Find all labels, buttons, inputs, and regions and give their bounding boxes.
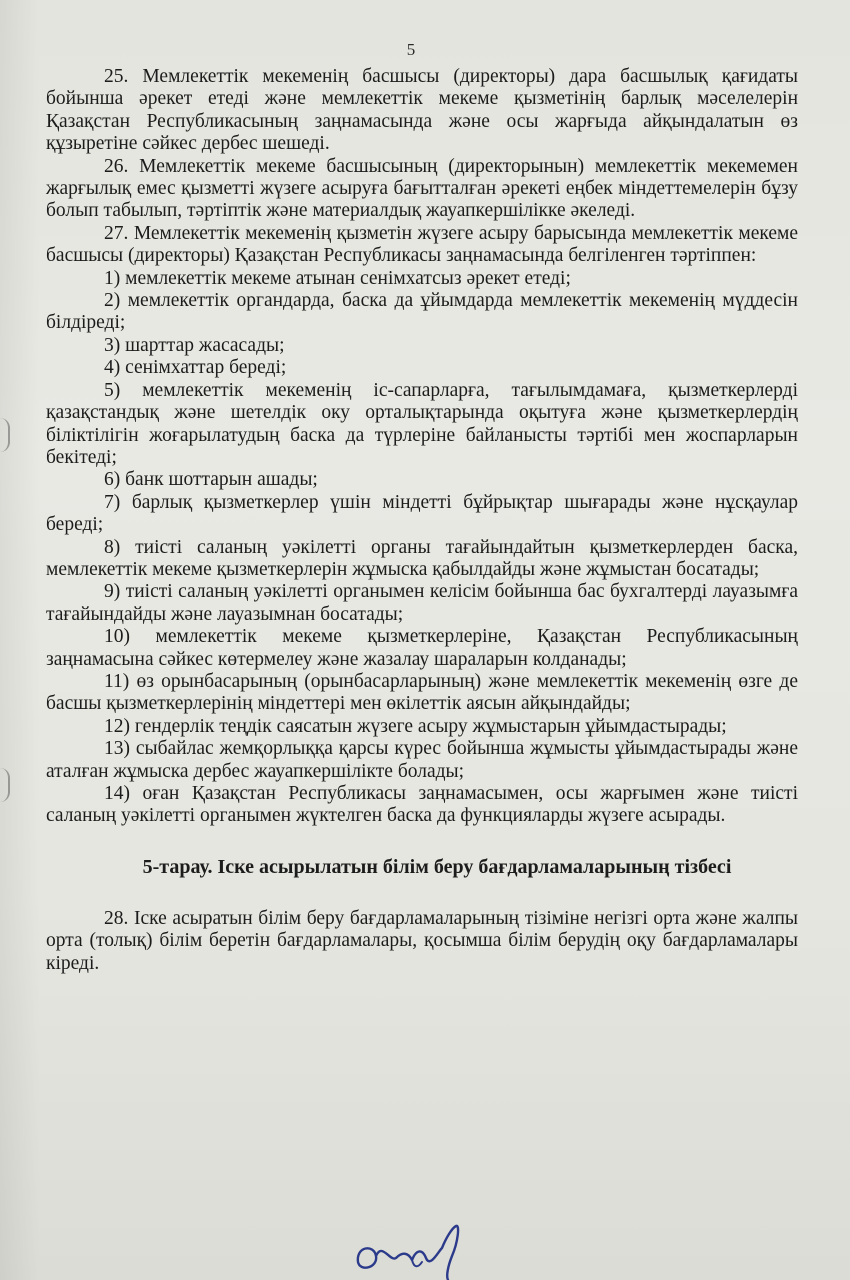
page-number: 5 [406, 40, 416, 59]
list-item: 3) шарттар жасасады; [104, 334, 285, 356]
margin-mark [0, 418, 10, 452]
paragraph: 27. Мемлекеттік мекеменің қызметін жүзеге асыру барысында мемлекеттік мекеме басшысы (директоры) Қазақстан Республикасы заңнамасында белгіленген тәртіппен: [46, 222, 798, 267]
list-item: 10) мемлекеттік мекеме қызметкерлеріне, Қазақстан Республикасының заңнамасына сәйкес көтермелеу және жазалау шараларын колданады; [46, 626, 798, 670]
list-item: 12) гендерлік теңдік саясатын жүзеге асыру жұмыстарын ұйымдастырады; [104, 715, 727, 737]
list-item: 11) өз орынбасарының (орынбасарларының) және мемлекеттік мекеменің өзге де басшы қызметкерлерінің міндеттері мен өкілеттік аясын айқындайды; [46, 670, 798, 715]
page-shadow [0, 0, 40, 1280]
list-item: 13) сыбайлас жемқорлыққа қарсы күрес бойынша жұмысты ұйымдастырады және аталған жұмыска дербес жауапкершілікте болады; [46, 738, 798, 782]
list-item: 7) барлық қызметкерлер үшін міндетті бұйрықтар шығарады және нұсқаулар береді; [46, 491, 798, 536]
list-item: 4) сенімхаттар береді; [104, 357, 287, 379]
list-item: 1) мемлекеттік мекеме атынан сенімхатсыз әрекет етеді; [104, 267, 571, 289]
document-body [46, 66, 798, 975]
paragraph: 25. Мемлекеттік мекеменің басшысы (директоры) дара басшылық қағидаты бойынша әрекет етеді және мемлекеттік мекеме қызметінің барлық мәселелерін Қазақстан Республикасының заңнамасында және осы жарғыда айқындалатын өз құзыретіне сәйкес дербес шешеді. [46, 66, 798, 155]
list-item: 9) тиісті саланың уәкілетті органымен келісім бойынша бас бухгалтерді лауазымға тағайындайды және лауазымнан босатады; [46, 581, 798, 625]
margin-mark [0, 768, 10, 802]
section-heading: 5-тарау. Іске асырылатын білім беру бағдарламаларының тізбесі [142, 855, 732, 878]
list-item: 14) оған Қазақстан Республикасы заңнамасымен, осы жарғымен және тиісті саланың уәкілетті органымен жүктелген баска да функцияларды жүзеге асырады. [46, 783, 798, 827]
list-item: 2) мемлекеттік органдарда, баска да ұйымдарда мемлекеттік мекеменің мүддесін білдіреді; [46, 290, 798, 334]
list-item: 6) банк шоттарын ашады; [104, 469, 318, 491]
list-item: 5) мемлекеттік мекеменің іс-сапарларға, тағылымдамаға, қызметкерлерді қазақстандық және шетелдік оку орталықтарында оқытуға және қызметкерлердің біліктілігін жоғарылатудың баска да түрлеріне байланысты тәртібі мен жоспарларын бекітеді; [46, 379, 798, 468]
paragraph: 26. Мемлекеттік мекеме басшысының (директорынын) мемлекеттік мекемемен жарғылық емес қызметті жүзеге асыруға бағытталған әрекеті еңбек міндеттемелерін бұзу болып табылып, тәртіптік және материалдық жауапкершілікке әкеледі. [46, 155, 798, 222]
list-item: 8) тиісті саланың уәкілетті органы тағайындайтын қызметкерлерден баска, мемлекеттік мекеме қызметкерлерін жұмыска қабылдайды және жұмыстан босатады; [46, 536, 798, 580]
paragraph: 28. Іске асыратын білім беру бағдарламаларының тізіміне негізгі орта және жалпы орта (толық) білім беретін бағдарламалары, қосымша білім берудің оқу бағдарламалары кіреді. [46, 907, 798, 974]
signature [352, 1222, 472, 1280]
